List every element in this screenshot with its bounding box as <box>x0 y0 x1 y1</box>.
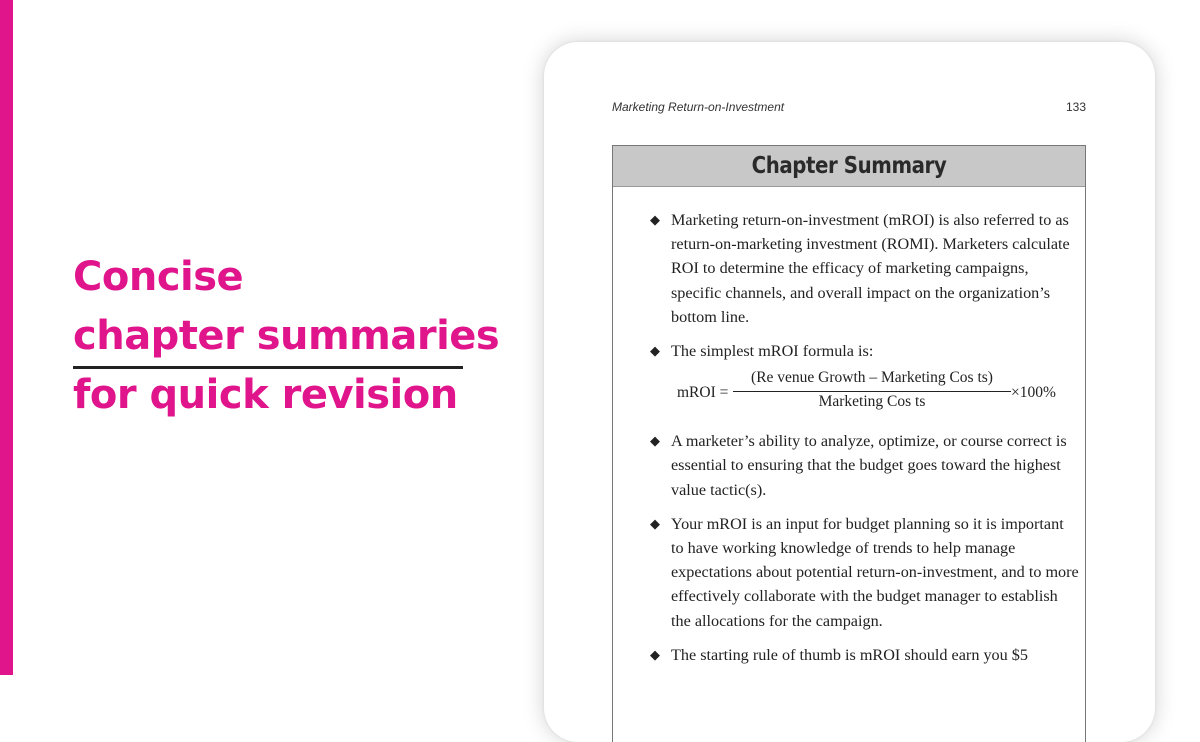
promo-headline <box>73 248 500 425</box>
list-item <box>649 339 1079 363</box>
list-item <box>649 208 1079 329</box>
chapter-summary-box <box>612 145 1086 742</box>
promo-line-2: chapter summaries <box>73 313 500 359</box>
formula-denominator: Marketing Cos ts <box>818 393 926 411</box>
tablet-device <box>544 42 1155 742</box>
bullet-text: Marketing return-on-investment (mROI) is also referred to as return-on-marketing investment (ROMI). Marketers calculate ROI to determine the efficacy of marketing campaigns, specific channels, and overall impact on the organization’s bottom line. <box>671 211 1070 326</box>
accent-bar <box>0 0 13 675</box>
list-item <box>649 429 1079 502</box>
list-item <box>649 643 1079 667</box>
diamond-bullet-icon: ◆ <box>650 212 660 227</box>
summary-header <box>613 146 1085 187</box>
bullet-text: Your mROI is an input for budget planning so it is important to have working knowledge of trends to help manage expectations about potential return-on-investment, and to more effectively collaborate with the budget manager to establish the allocations for the campaign. <box>671 514 1079 630</box>
formula-lhs: mROI = <box>677 384 729 402</box>
summary-bullet-list <box>649 208 1079 677</box>
page-number: 133 <box>1065 100 1086 114</box>
diamond-bullet-icon: ◆ <box>650 646 660 662</box>
diamond-bullet-icon: ◆ <box>650 515 660 531</box>
running-title: Marketing Return-on-Investment <box>612 100 785 114</box>
diamond-bullet-icon: ◆ <box>650 433 660 449</box>
promo-line-3: for quick revision <box>73 372 458 418</box>
bullet-text: The simplest mROI formula is: <box>671 342 874 361</box>
bullet-text: The starting rule of thumb is mROI should earn you $5 <box>671 645 1028 664</box>
diamond-bullet-icon: ◆ <box>650 343 660 359</box>
formula-rhs: ×100% <box>1011 384 1056 402</box>
formula-fraction-bar <box>733 391 1011 392</box>
promo-line-1: Concise <box>73 254 244 300</box>
list-item <box>649 512 1079 633</box>
promo-divider <box>73 366 463 369</box>
mroi-formula <box>649 369 1079 421</box>
summary-title: Chapter Summary <box>646 146 1052 186</box>
formula-numerator: (Re venue Growth – Marketing Cos ts) <box>751 369 993 387</box>
bullet-text: A marketer’s ability to analyze, optimize, or course correct is essential to ensuring that the budget goes toward the highest value tactic(s). <box>671 432 1067 499</box>
